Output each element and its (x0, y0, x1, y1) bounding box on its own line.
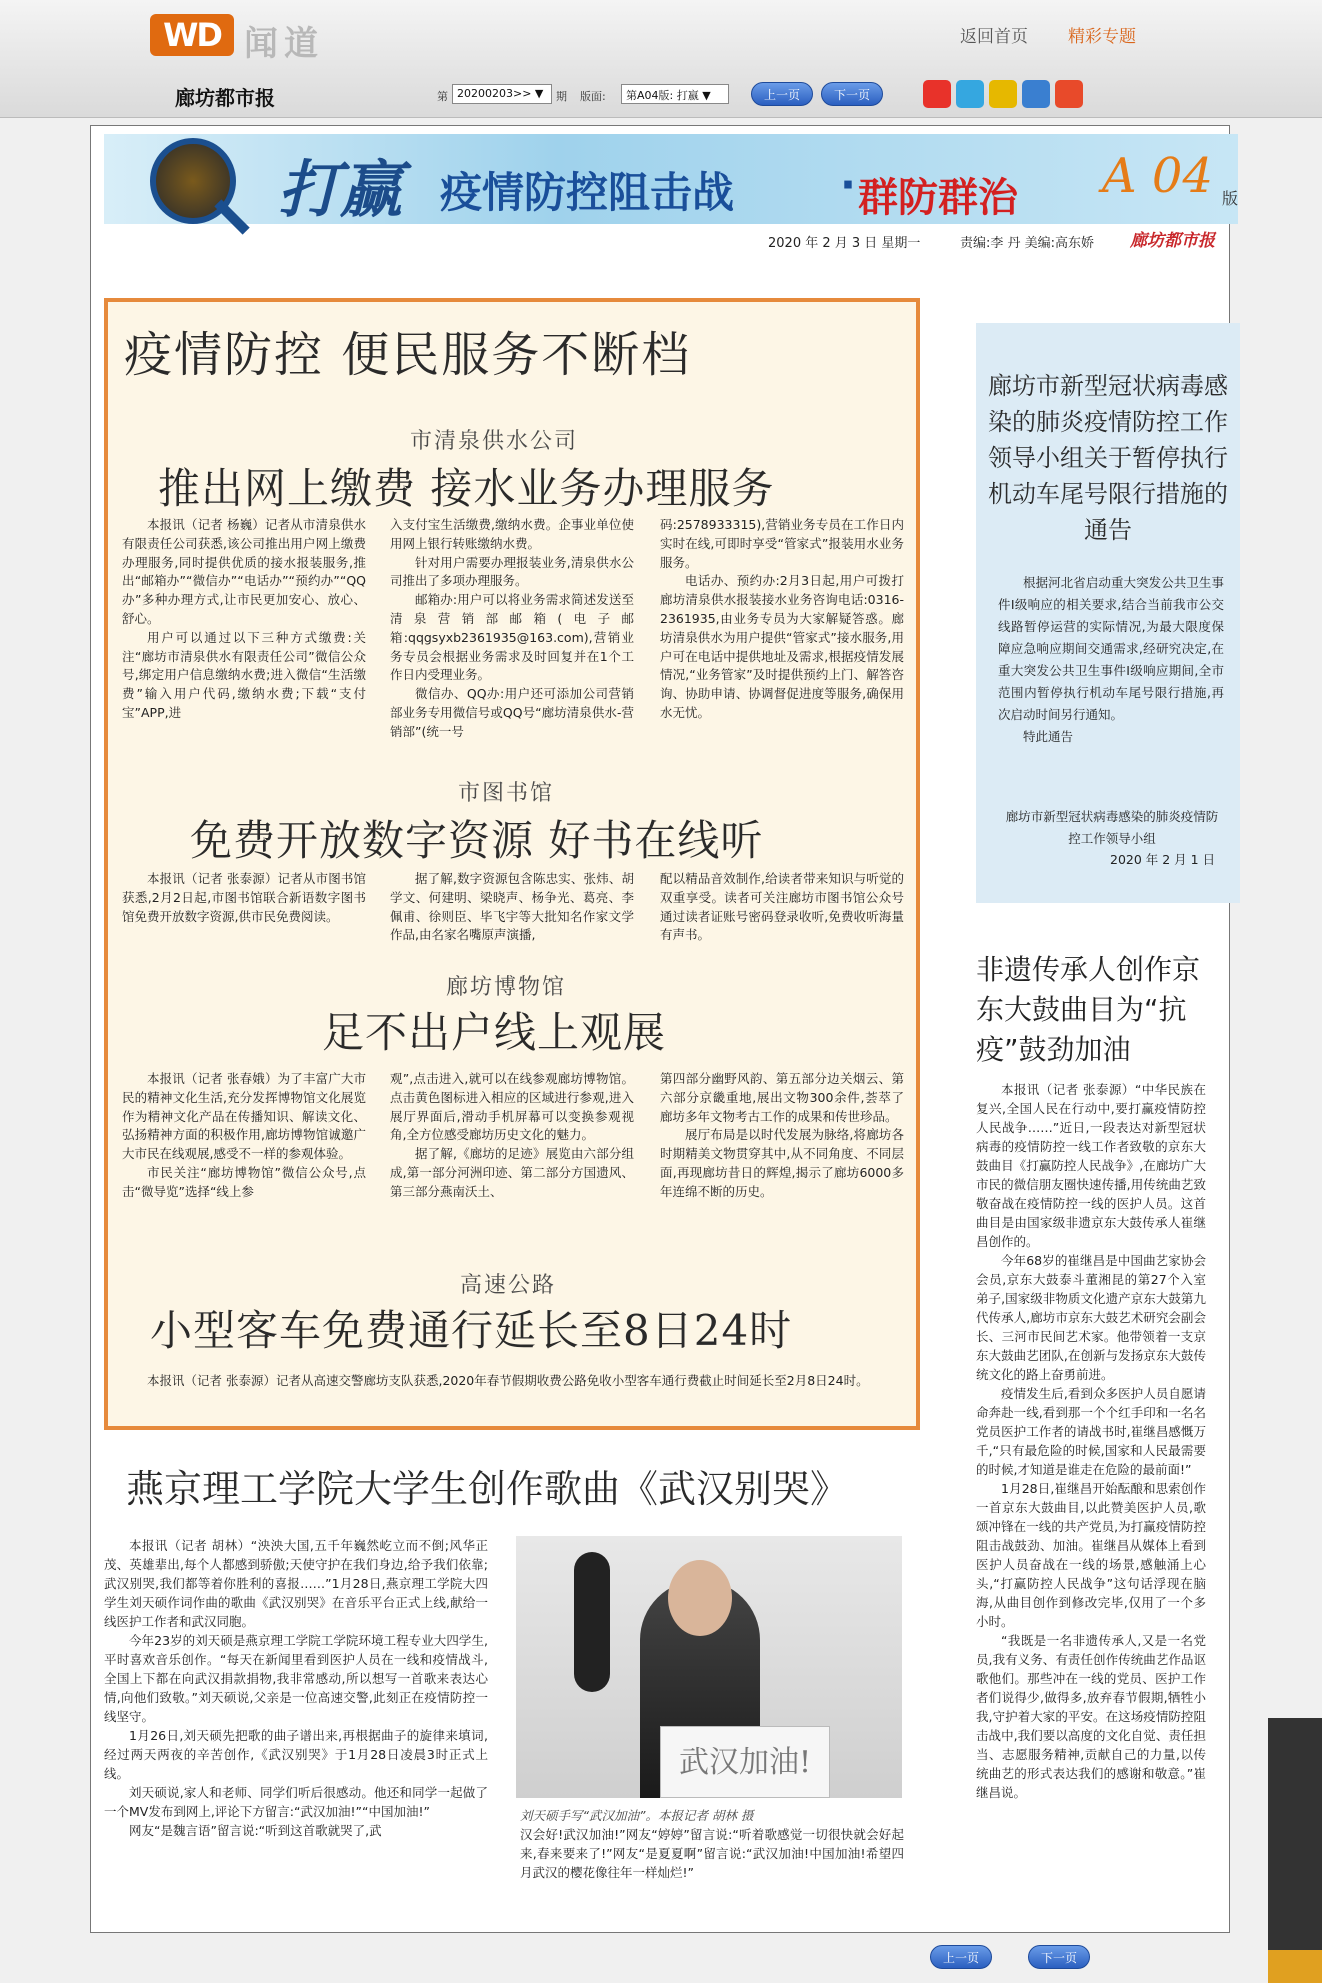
side-tool-strip[interactable] (1268, 1718, 1322, 1983)
photo-handwritten-sign: 武汉加油! (660, 1726, 830, 1798)
site-logo[interactable] (150, 10, 410, 64)
article-2-col-1: 本报讯（记者 张泰源）记者从市图书馆获悉,2月2日起,市图书馆联合新语数字图书馆免费开放数字资源,供市民免费阅读。 (122, 871, 366, 924)
footer-prev-button[interactable]: 上一页 (930, 1945, 992, 1969)
paper-signature: 廊坊都市报 (1130, 231, 1215, 251)
caption-continuation: 汉会好!武汉加油!”网友“婷婷”留言说:“听着歌感觉一切很快就会好起来,春来要来了!”网友“是夏夏啊”留言说:“武汉加油!中国加油!希望四月武汉的樱花像往年一样灿烂!” (520, 1827, 904, 1880)
kaixin-share-icon[interactable] (1055, 80, 1083, 108)
article-1-title: 推出网上缴费 接水业务办理服务 (158, 464, 775, 513)
next-page-button[interactable]: 下一页 (821, 82, 883, 106)
article-3-col-3: 第四部分幽野风韵、第五部分边关烟云、第六部分京畿重地,展出文物300余件,荟萃了廊坊多年文物考古工作的成果和传世珍品。 展厅布局是以时代发展为脉络,将廊坊各时期精美文物贯穿其中,从不同角度、不同层面,再现廊坊昔日的辉煌,揭示了廊坊6000多年连绵不断的历史。 (660, 1071, 904, 1199)
page-number-suffix: 版 (1222, 189, 1239, 208)
article-3-kicker: 廊坊博物馆 (446, 975, 567, 1000)
photo-head (668, 1560, 732, 1636)
banner-subtitle: 群防群治 (858, 175, 1018, 221)
paper-name: 廊坊都市报 (175, 86, 275, 110)
side-tool-badge[interactable] (1268, 1950, 1322, 1983)
article-2-col-3: 配以精品音效制作,给读者带来知识与听觉的双重享受。读者可关注廊坊市图书馆公众号通过读者证账号密码登录收听,免费收听海量有声书。 (660, 871, 904, 943)
article-4-kicker: 高速公路 (460, 1273, 557, 1298)
editors: 责编:李 丹 美编:高东娇 (960, 236, 1095, 251)
right-article-body: 本报讯（记者 张泰源）“中华民族在复兴,全国人民在行动中,要打赢疫情防控人民战争……”近日,一段表达对新型冠状病毒的疫情防控一线工作者致敬的京东大鼓曲目《打赢防控人民战争》,在廊坊广大市民的微信朋友圈快速传播,用传统曲艺致敬奋战在疫情防控一线的医护人员。这首曲目是由国家级非遗京东大鼓传承人崔继昌创作的。 今年68岁的崔继昌是中国曲艺家协会会员,京东大鼓泰斗董湘昆的第27个入室弟子,国家级非物质文化遗产京东大鼓第九代传承人,廊坊市京东大鼓艺术研究会副会长、三河市民间艺术家。他带领着一支京东大鼓曲艺团队,在创新与发扬京东大鼓传统文化的路上奋勇前进。 疫情发生后,看到众多医护人员自愿请命奔赴一线,看到那一个个红手印和一名名党员医护工作者的请战书时,崔继昌感慨万千,“只有最危险的时候,国家和人民最需要的时候,才知道是谁走在危险的最前面!” 1月28日,崔继昌开始酝酿和思索创作一首京东大鼓曲目,以此赞美医护人员,歌颂冲锋在一线的共产党员,为打赢疫情防控阻击战鼓劲、加油。崔继昌从媒体上看到医护人员奋战在一线的场景,感触涌上心头,“打赢防控人民战争”这句话浮现在脑海,从曲目创作到修改完毕,仅用了一个多小时。 “我既是一名非遗传承人,又是一名党员,我有义务、有责任创作传统曲艺作品讴歌他们。那些冲在一线的党员、医护工作者们说得少,做得多,放弃春节假期,牺牲小我,守护着大家的平安。在这场疫情防控阻击战中,我们要以高度的文化自觉、责任担当、志愿服务精神,贡献自己的力量,以传统曲艺的形式表达我们的感谢和敬意。”崔继昌说。 (976, 1082, 1206, 1800)
logo-brand: 闻道 (244, 24, 324, 64)
bottom-article-title: 燕京理工学院大学生创作歌曲《武汉别哭》 (126, 1467, 849, 1511)
issue-label: 第 (437, 90, 448, 103)
bottom-article-body: 本报讯（记者 胡林）“泱泱大国,五千年巍然屹立而不倒;风华正茂、英雄辈出,每个人都感到骄傲;天使守护在我们身边,给予我们依靠;武汉别哭,我们都等着你胜利的喜报……”1月28日,燕京理工学院大四学生刘天硕作词作曲的歌曲《武汉别哭》在音乐平台正式上线,献给一线医护工作者和武汉同胞。 今年23岁的刘天硕是燕京理工学院工学院环境工程专业大四学生,平时喜欢音乐创作。“每天在新闻里看到医护人员在一线和疫情战斗,全国上下都在向武汉捐款捐物,我非常感动,所以想写一首歌来表达心情,向他们致敬。”刘天硕说,父亲是一位高速交警,此刻正在疫情防控一线坚守。 1月26日,刘天硕先把歌的曲子谱出来,再根据曲子的旋律来填词,经过两天两夜的辛苦创作,《武汉别哭》于1月28日凌晨3时正式上线。 刘天硕说,家人和老师、同学们听后很感动。他还和同学一起做了一个MV发布到网上,评论下方留言:“武汉加油!”“中国加油!” 网友“是魏言语”留言说:“听到这首歌就哭了,武 (104, 1538, 488, 1838)
article-3-col-2: 观”,点击进入,就可以在线参观廊坊博物馆。点击黄色图标进入相应的区域进行参观,进入展厅界面后,滑动手机屏幕可以变换参观视角,全方位感受廊坊历史文化的魅力。 据了解,《廊坊的足迹》展览由六部分组成,第一部分河洲印迹、第二部分方国遗风、第三部分燕南沃土、 (390, 1071, 634, 1199)
article-4-title: 小型客车免费通行延长至8日24时 (150, 1306, 793, 1355)
article-3-col-1: 本报讯（记者 张春娥）为了丰富广大市民的精神文化生活,充分发挥博物馆文化展览作为精神文化产品在传播知识、解读文化、弘扬精神方面的积极作用,廊坊博物馆诚邀广大市民在线观展,感受不一样的参观体验。 市民关注“廊坊博物馆”微信公众号,点击“微导览”选择“线上参 (122, 1071, 366, 1199)
notice-date: 2020 年 2 月 1 日 (1110, 852, 1216, 867)
article-2-kicker: 市图书馆 (458, 781, 555, 806)
photo-caption (520, 1806, 904, 1882)
article-3-title: 足不出户线上观展 (322, 1008, 667, 1057)
banner-dayin: 打赢 (278, 153, 403, 226)
article-4-body: 本报讯（记者 张泰源）记者从高速交警廊坊支队获悉,2020年春节假期收费公路免收小型客车通行费截止时间延长至2月8日24时。 (147, 1373, 869, 1388)
footer-next-button[interactable]: 下一页 (1028, 1945, 1090, 1969)
article-2-col-2: 据了解,数字资源包含陈忠实、张炜、胡学文、何建明、梁晓声、杨争光、葛亮、李佩甫、徐则臣、毕飞宇等大批知名作家文学作品,由名家名嘴原声演播, (390, 871, 634, 943)
star-share-icon[interactable] (989, 80, 1017, 108)
prev-page-button[interactable]: 上一页 (751, 82, 813, 106)
qzone-share-icon[interactable] (956, 80, 984, 108)
main-headline: 疫情防控 便民服务不断档 (124, 327, 692, 383)
article-1-col-2: 入支付宝生活缴费,缴纳水费。企事业单位使用网上银行转账缴纳水费。 针对用户需要办理报装业务,清泉供水公司推出了多项办理服务。 邮箱办:用户可以将业务需求简述发送至清泉营销部邮箱(电子邮箱:qqgsyxb2361935@163.com),营销业务专员会根据业务需求及时回复并在1个工作日内受理业务。 微信办、QQ办:用户还可添加公司营销部业务专用微信号或QQ号“廊坊清泉供水-营销部”(统一号 (390, 517, 634, 739)
banner-dot: · (840, 160, 856, 209)
notice-signature: 廊坊市新型冠状病毒感染的肺炎疫情防控工作领导小组 (1005, 809, 1219, 846)
caption-text: 刘天硕手写“武汉加油”。本报记者 胡林 摄 (520, 1808, 754, 1823)
photo-raised-arm (574, 1552, 610, 1692)
page-select[interactable]: 第A04版: 打嬴 ▼ (621, 84, 729, 104)
weibo-share-icon[interactable] (923, 80, 951, 108)
nav-home-link[interactable]: 返回首页 (960, 27, 1028, 47)
article-1-kicker: 市清泉供水公司 (410, 429, 579, 454)
right-article-title: 非遗传承人创作京东大鼓曲目为“抗疫”鼓劲加油 (976, 953, 1201, 1066)
notice-title: 廊坊市新型冠状病毒感染的肺炎疫情防控工作领导小组关于暂停执行机动车尾号限行措施的通告 (988, 372, 1228, 544)
article-1-col-3: 码:2578933315),营销业务专员在工作日内实时在线,可即时享受“管家式”报装用水业务服务。 电话办、预约办:2月3日起,用户可拨打廊坊清泉供水报装接水业务咨询电话:0316-2361935,由业务专员为大家解疑答惑。廊坊清泉供水为用户提供“管家式”接水服务,用户可在电话中提供地址及需求,根据疫情发展情况,“业务管家”及时提供预约上门、解答咨询、协助申请、协调督促进度等服务,确保用水无忧。 (660, 517, 904, 720)
renren-share-icon[interactable] (1022, 80, 1050, 108)
issue-select[interactable]: 20200203>> ▼ (452, 84, 552, 104)
issue-date: 2020 年 2 月 3 日 星期一 (768, 236, 921, 251)
article-2-title: 免费开放数字资源 好书在线听 (190, 816, 764, 865)
nav-special-link[interactable]: 精彩专题 (1068, 27, 1136, 47)
banner-title: 疫情防控阻击战 (440, 168, 735, 217)
page-number: A 04 (1102, 148, 1213, 204)
page-label: 版面: (580, 90, 606, 103)
article-1-col-1: 本报讯（记者 杨巍）记者从市清泉供水有限责任公司获悉,该公司推出用户网上缴费办理服务,同时提供优质的接水报装服务,推出“邮箱办”“微信办”“电话办”“预约办”“QQ办”多种办理方式,让市民更加安心、放心、舒心。 用户可以通过以下三种方式缴费:关注“廊坊市清泉供水有限责任公司”微信公众号,绑定用户信息缴纳水费;进入微信“生活缴费”输入用户代码,缴纳水费;下载“支付宝”APP,进 (122, 517, 366, 720)
issue-suffix: 期 (556, 90, 567, 103)
logo-mark: WD (150, 14, 234, 56)
notice-body: 根据河北省启动重大突发公共卫生事件Ⅰ级响应的相关要求,结合当前我市公交线路暂停运营的实际情况,为最大限度保障应急响应期间交通需求,经研究决定,在重大突发公共卫生事件Ⅰ级响应期间,全市范围内暂停执行机动车尾号限行措施,再次启动时间另行通知。 特此通告 (998, 575, 1224, 744)
